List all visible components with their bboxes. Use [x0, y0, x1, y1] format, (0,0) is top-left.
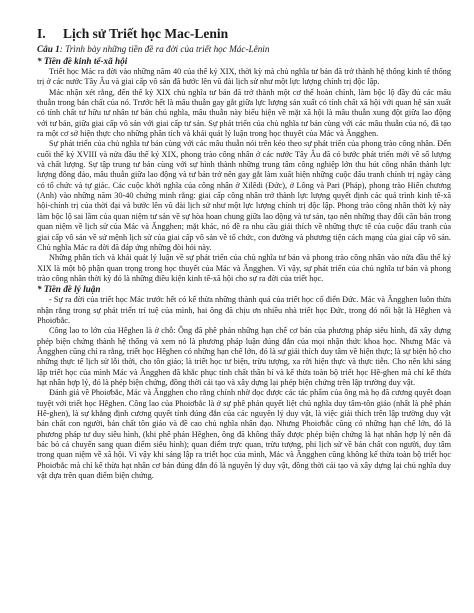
document-page: [37, 26, 451, 481]
subheading-theoretical: * Tiền đề lý luận: [37, 284, 101, 295]
subheading-socioeconomic: * Tiền đề kinh tế-xã hội: [37, 56, 128, 66]
paragraph-4: Những phân tích và khái quát lý luận về sự phát triển của chủ nghĩa tư bản và phong trào công nhân vào nửa đầu thế kỷ XIX là một bộ phận quan trọng trong học thuyết của Mác và Ăngghen. Vì vậy, sự phát triển của chủ nghĩa tư bản và phong trào công nhân thời kỳ đó là những điều kiện kinh tế-xã hội cho sự ra đời của triết học.: [37, 253, 451, 283]
paragraph-5: - Sự ra đời của triết học Mác trước hết có kế thừa những thành quả của triết học cổ điển Đức. Mác và Ăngghen luôn thừa nhận rằng trong sự phát triển trí tuệ của mình, hai ông đã chịu ơn nhiều nhà triết học Đức, trong đó nổi bật là Hêghen và Phoiơbắc.: [37, 295, 451, 325]
question-text: : Trình bày những tiền đề ra đời của triết học Mác-Lênin: [59, 44, 270, 54]
paragraph-2: Mác nhận xét rằng, đến thế kỷ XIX chủ nghĩa tư bản đã trở thành một cơ thể hoàn chỉnh, làm bộc lộ đầy đủ các mâu thuẫn trong bản chất của nó. Trước hết là mâu thuẫn gay gắt giữa lực lượng sản xuất có tính chất xã hội với quan hệ sản xuất có tính chất tư hữu tư nhân tư bản chủ nghĩa, mâu thuẫn này biểu hiện về mặt xã hội là mâu thuẫn xung đột giữa lao động với tư bản, giữa giai cấp vô sản với giai cấp tư sản. Sự phát triển của chủ nghĩa tư bản cùng với các mâu thuẫn của nó, đã tạo ra một cơ sở hiện thực cho những phân tích và khái quát lý luận trong học thuyết của Mác và Ăngghen.: [37, 87, 451, 139]
paragraph-6: Công lao to lớn của Hêghen là ở chỗ: Ông đã phê phán những hạn chế cơ bản của phương pháp siêu hình, đã xây dựng phép biện chứng thành hệ thống và xem nó là phương pháp luận đúng đắn của mọi nhận thức khoa học. Nhưng Mác và Ăngghen cũng chỉ ra rằng, triết học Hêghen có những hạn chế lớn, đó là sự giải thích duy tâm về hiện thực; là sự biện hộ cho những thực tế lịch sử lỗi thời, cho tôn giáo; là triết học tư biện, trừu tượng, xa rời hiện thực và thực tiễn. Cho nên khi sáng lập triết học của mình Mác và Ăngghen đã khắc phục tính chất thần bí và kế thừa toàn bộ triết học Hê-ghen mà chỉ kế thừa hạt nhân hợp lý, đó là phép biện chứng, đồng thời cải tạo và xây dựng lại phép biện chứng trên lập trường duy vật.: [37, 326, 451, 387]
paragraph-1: Triết học Mác ra đời vào những năm 40 của thế kỷ XIX, thời kỳ mà chủ nghĩa tư bản đã trở thành hệ thống kinh tế thống trị ở các nước Tây Âu và giai cấp vô sản đã bước lên vũ đài lịch sử như một lực lượng chính trị độc lập.: [37, 67, 451, 87]
paragraph-7: Đánh giá về Phoiơbắc, Mác và Ăngghen cho rằng chính nhờ đọc được các tác phẩm của ông mà họ đã cương quyết đoạn tuyệt với triết học Hêghen. Công lao của Phoiơbắc là ở sự phê phán quyết liệt chủ nghĩa duy tâm-tôn giáo (nhất là phê phán Hê-ghen), là sự khẳng định cương quyết tính đúng đắn của các nguyên lý duy vật, là việc giải thích trên lập trường duy vật bản chất con người, bản chất tôn giáo và đề cao chủ nghĩa nhân đạo. Nhưng Phoiơbắc cũng có những hạn chế lớn, đó là phương pháp tư duy siêu hình, (khi phê phán Hêghen, ông đã không thấy được phép biện chứng là hạt nhân hợp lý nên đã bác bỏ cả chuyến sang quan điểm siêu hình); quan điểm trực quan, trừu tượng, phi lịch sử về bản chất con người, duy tâm trong quan niệm về xã hội. Vì vậy khi sáng lập ra triết học của mình, Mác và Ăngghen cũng không kế thừa toàn bộ triết học Phoiơbắc mà chỉ kế thừa hạt nhân cơ bản đúng đắn đó là nguyên lý duy vật, đồng thời cải tạo và xây dựng lại chủ nghĩa duy vật dựa trên quan điểm biện chứng.: [37, 388, 451, 481]
question-line: [37, 44, 451, 55]
section-number: I.: [37, 26, 46, 41]
paragraph-3: Sự phát triển của chủ nghĩa tư bản cùng với các mâu thuẫn nói trên kéo theo sự phát triển của phong trào công nhân. Đến cuối thế kỷ XVIII và nửa đầu thế kỷ XIX, phong trào công nhân ở các nước Tây Âu đã có bước phát triển mới về số lượng và chất lượng. Sự tập trung tư bản cùng với sự hình thành những trung tâm công nghiệp lớn thu hút công nhân thành lực lượng đông đảo, mâu thuẫn giữa lao động và tư bản trở nên gay gắt làm xuất hiện những cuộc đấu tranh chính trị ngày càng có tổ chức và tự giác. Các cuộc khởi nghĩa của công nhân ở Xilêdi (Đức), ở Lông và Pari (Pháp), phong trào Hiến chương (Anh) vào những năm 30-40 chứng minh rằng: giai cấp công nhân trở thành lực lượng quyết định các quá trình kinh tế-xã hội-chính trị của thời đại và bước lên vũ đài lịch sử như một lực lượng chính trị độc lập. Phong trào công nhân thời kỳ này làm bộc lộ sai lầm của quan niệm tư sản về sự hòa hoan chung giữa lao động và tư sản, tạo nên những thay đổi căn bản trong quan niệm về lịch sử của Mác và Ăngghen; mặt khác, nó đề ra nhu cầu giải thích về những thực tế của cuộc đấu tranh của giai cấp vô sản về sứ mệnh lịch sử của giai cấp vô sản về tổ chức, con đường và phương tiện cách mạng của giai cấp vô sản. Chủ nghĩa Mác ra đời đã đáp ứng những đòi hỏi này.: [37, 139, 451, 252]
section-heading: [37, 26, 451, 42]
question-label: Câu 1: [37, 44, 60, 54]
section-title: Lịch sử Triết học Mac-Lenin: [63, 26, 229, 41]
